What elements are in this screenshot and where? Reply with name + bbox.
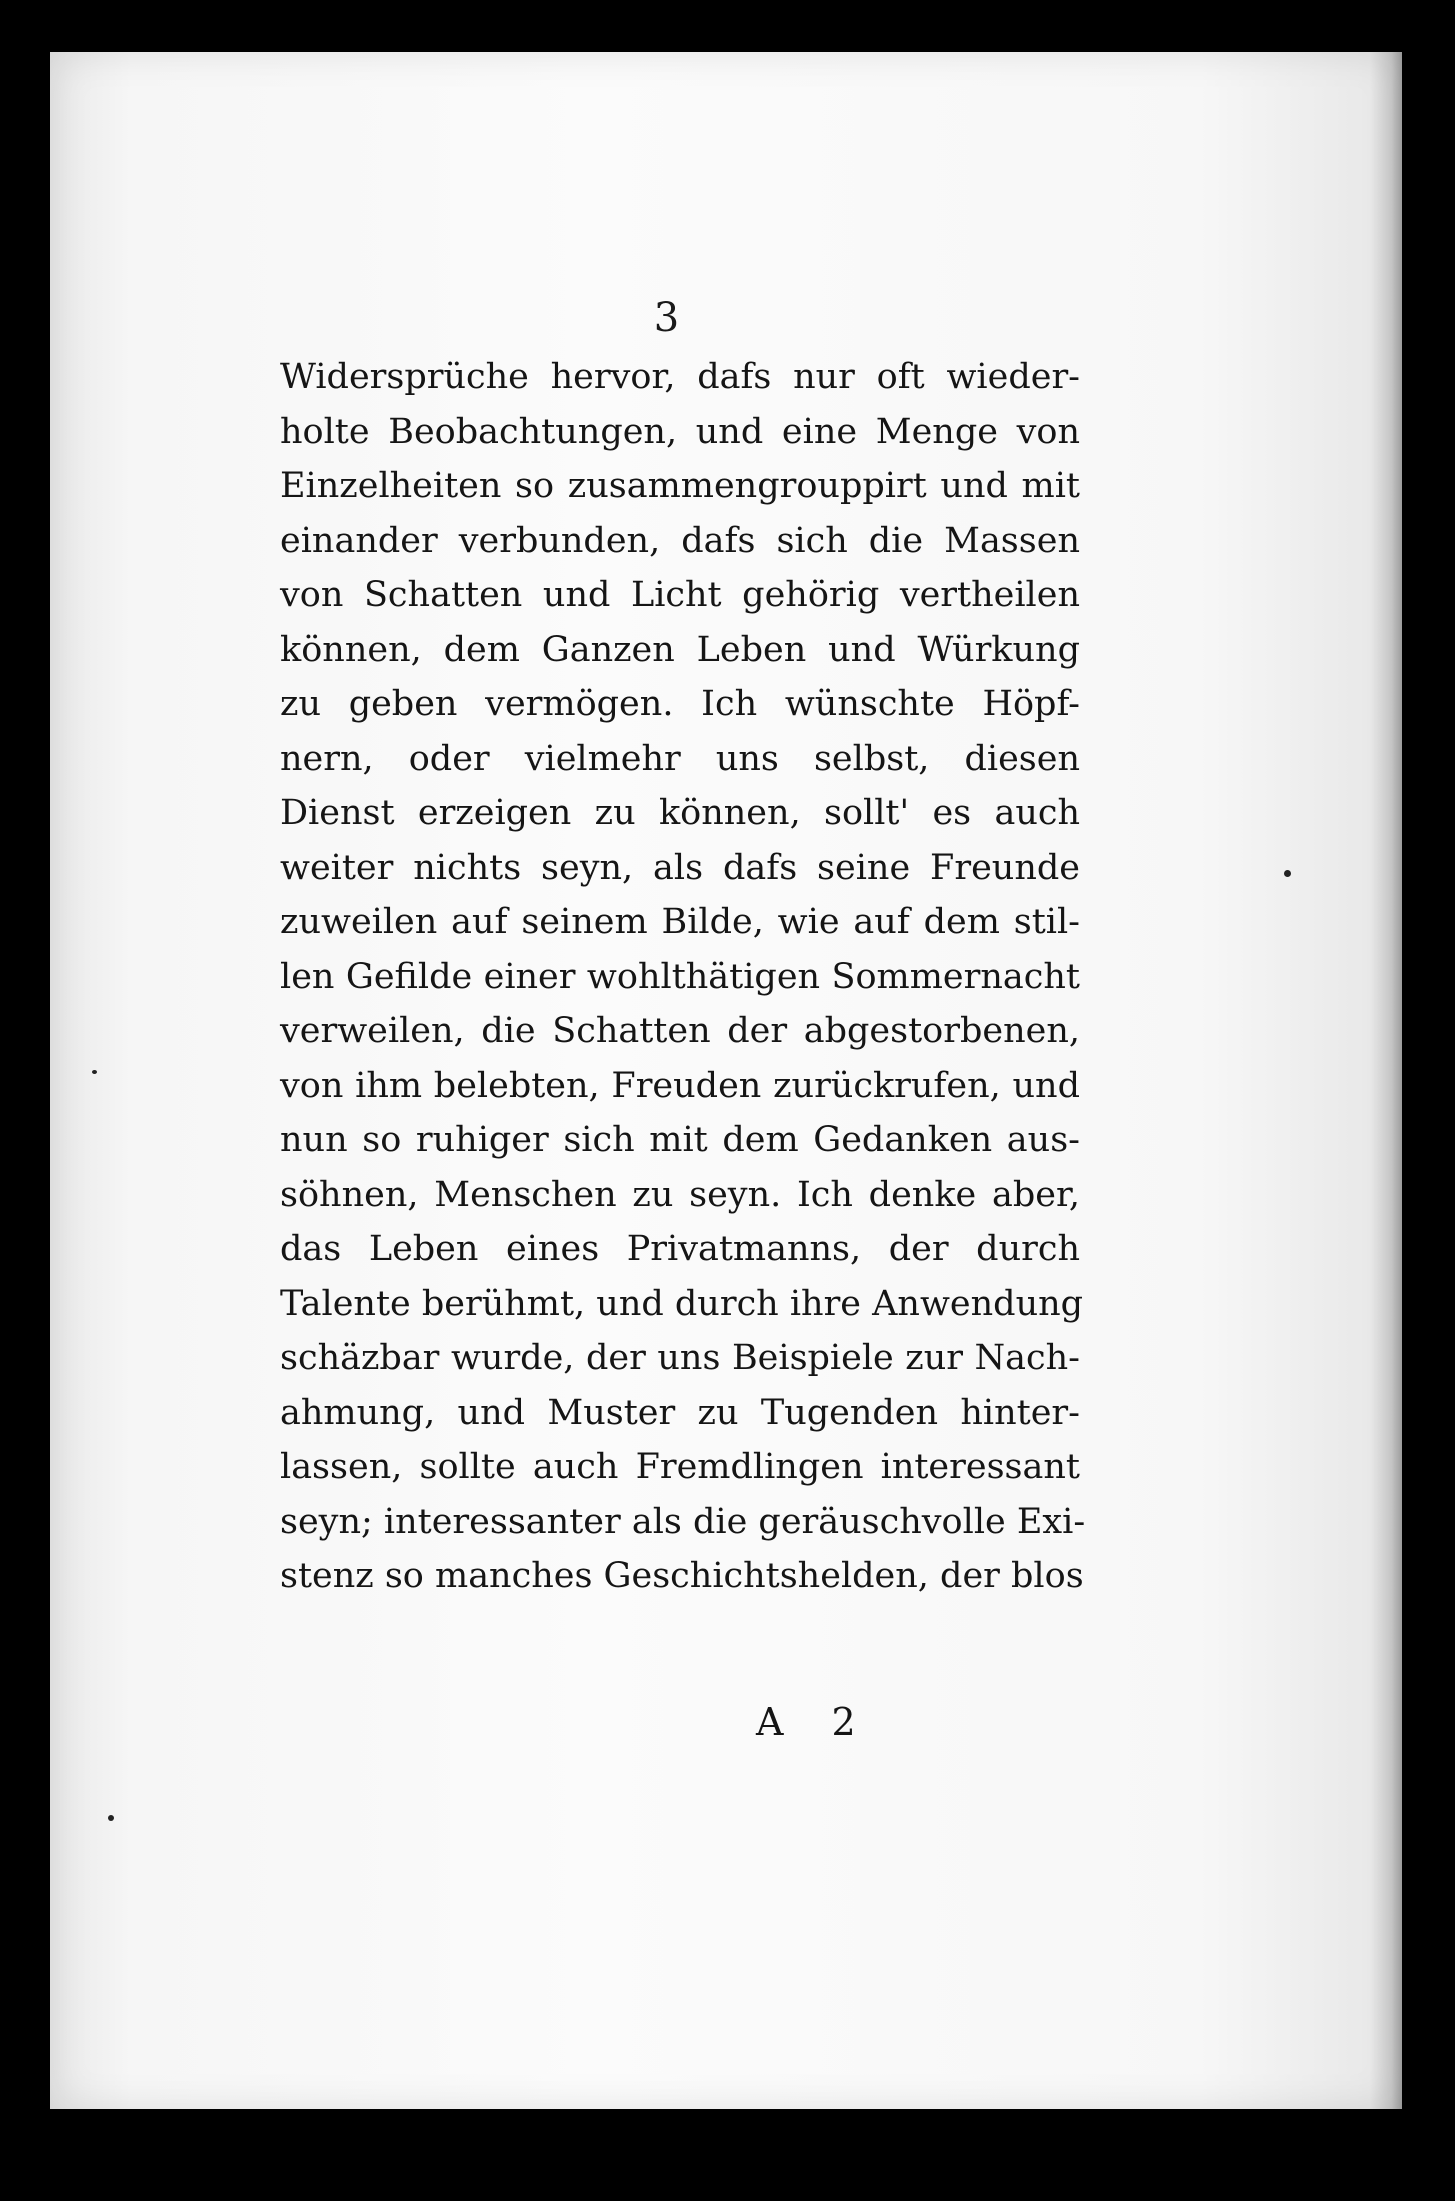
- text-line: len Gefilde einer wohlthätigen Sommernacht: [280, 956, 1080, 997]
- text-line: ahmung, und Muster zu Tugenden hinter-: [280, 1392, 1080, 1433]
- text-line: holte Beobachtungen, und eine Menge von: [280, 411, 1080, 452]
- text-line: schäzbar wurde, der uns Beispiele zur Nach-: [280, 1338, 1080, 1378]
- text-line: können, dem Ganzen Leben und Würkung: [280, 629, 1080, 670]
- text-line: von ihm belebten, Freuden zurückrufen, und: [280, 1065, 1080, 1106]
- ink-speck: [1284, 870, 1291, 877]
- text-line: lassen, sollte auch Fremdlingen interessant: [280, 1447, 1080, 1487]
- text-line: stenz so manches Geschichtshelden, der blos: [280, 1556, 1084, 1596]
- ink-speck: [92, 1070, 97, 1074]
- page-edge-shadow: [1370, 52, 1406, 2109]
- text-line: zuweilen auf seinem Bilde, wie auf dem stil-: [280, 902, 1080, 942]
- text-line: Einzelheiten so zusammengrouppirt und mit: [280, 466, 1080, 506]
- text-line: verweilen, die Schatten der abgestorbenen,: [280, 1011, 1080, 1051]
- text-line: das Leben eines Privatmanns, der durch: [280, 1229, 1080, 1269]
- text-line: söhnen, Menschen zu seyn. Ich denke aber,: [280, 1174, 1080, 1215]
- text-line: weiter nichts seyn, als dafs seine Freunde: [280, 847, 1080, 888]
- text-line: von Schatten und Licht gehörig vertheilen: [280, 575, 1080, 615]
- signature-mark: A 2: [756, 1700, 874, 1744]
- text-line: zu geben vermögen. Ich wünschte Höpf-: [280, 684, 1080, 724]
- text-line: nern, oder vielmehr uns selbst, diesen: [280, 738, 1080, 779]
- page-number: 3: [653, 295, 680, 341]
- text-line: Dienst erzeigen zu können, sollt' es auch: [280, 793, 1080, 833]
- text-line: seyn; interessanter als die geräuschvolle Exi-: [280, 1501, 1086, 1542]
- ink-speck: [108, 1815, 114, 1821]
- body-text: [280, 350, 1086, 1604]
- text-line: einander verbunden, dafs sich die Massen: [280, 520, 1080, 561]
- text-line: Widersprüche hervor, dafs nur oft wieder-: [280, 357, 1080, 397]
- text-line: nun so ruhiger sich mit dem Gedanken aus-: [280, 1120, 1080, 1160]
- text-line: Talente berühmt, und durch ihre Anwendung: [280, 1283, 1084, 1324]
